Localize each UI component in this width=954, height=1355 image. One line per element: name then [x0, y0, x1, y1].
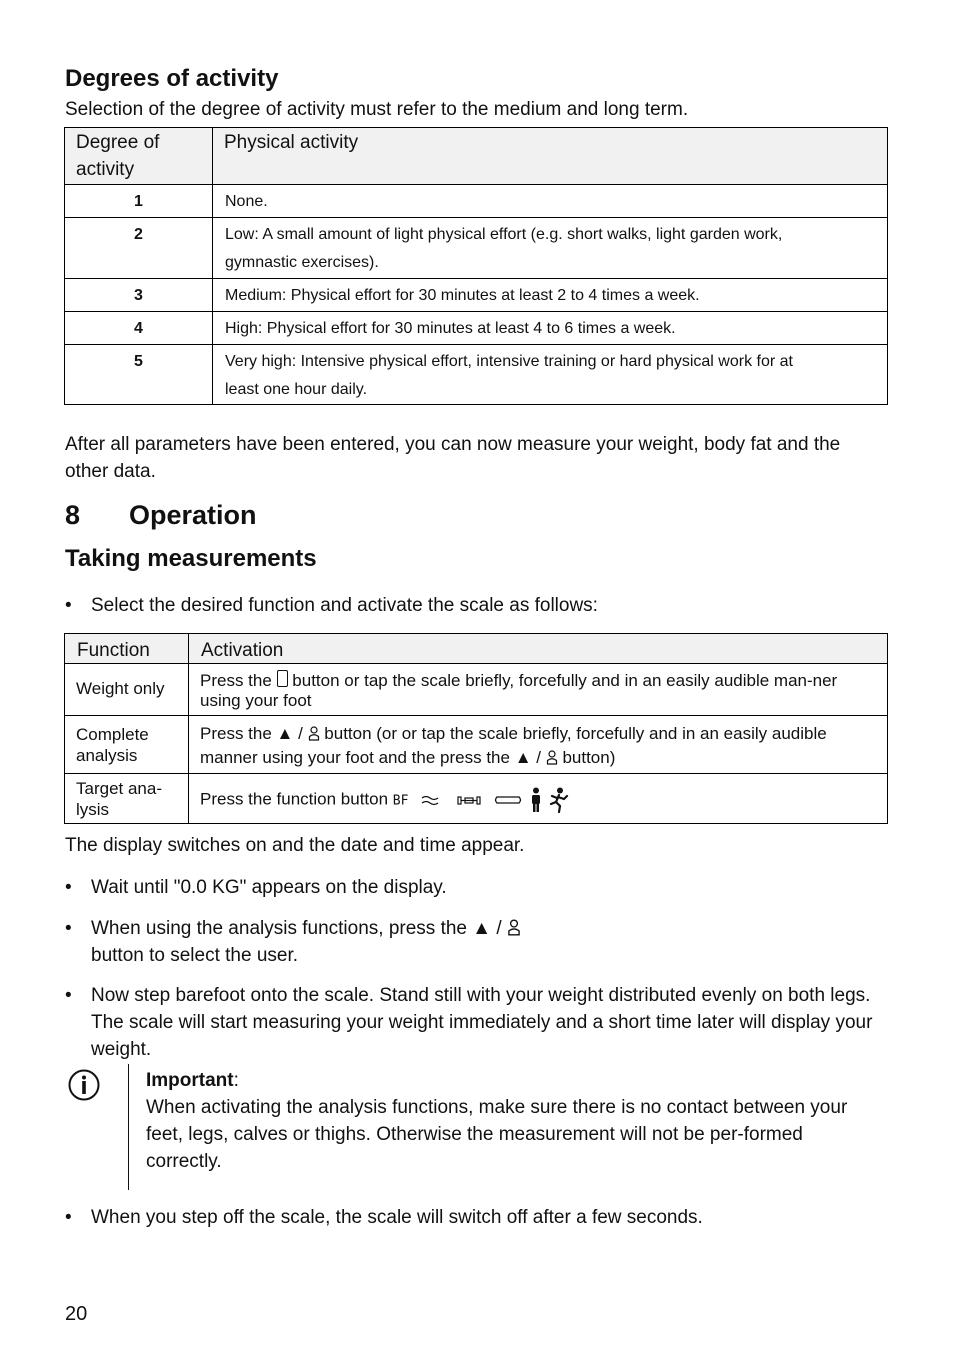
important-note: [146, 1067, 876, 1175]
list-item: [65, 592, 885, 619]
display-switch-text: The display switches on and the date and time appear.: [65, 835, 525, 856]
note-label: Important: [146, 1070, 234, 1091]
table-row: [65, 312, 888, 345]
activation-text-tail: button): [562, 748, 616, 767]
section-title-activity: Degrees of activity: [65, 65, 279, 92]
table-row: [65, 218, 888, 279]
bullet-text: Select the desired function and activate the scale as follows:: [91, 595, 598, 616]
activation-table: [64, 633, 888, 824]
activation-cell: [189, 716, 888, 774]
person-icon: [529, 787, 543, 813]
activity-cell: Very high: Intensive physical effort, intensive training or hard physical work for at least one hour daily.: [213, 345, 888, 405]
chapter-number: 8: [65, 500, 81, 530]
table-row: [65, 185, 888, 218]
degree-cell: 3: [65, 279, 213, 312]
section-title-measurements: Taking measurements: [65, 545, 317, 572]
bone-icon: [493, 793, 525, 807]
user-icon: [546, 750, 558, 765]
note-text: When activating the analysis functions, make sure there is no contact between your feet, legs, calves or thighs. Otherwise the measurement will not be per-formed correctly.: [146, 1097, 848, 1172]
activation-text-pre: Press the ▲ /: [200, 724, 303, 743]
user-icon: [507, 919, 521, 936]
header-physical-activity: Physical activity: [213, 128, 888, 185]
bullet-text: When you step off the scale, the scale will switch off after a few seconds.: [91, 1207, 703, 1228]
activation-text-post: button (or or tap the scale briefly, forcefully and in an easily audible manner using your foot and the press the ▲ /: [200, 724, 827, 767]
degree-cell: 4: [65, 312, 213, 345]
list-item: [65, 874, 885, 901]
activation-text-pre: Press the: [200, 671, 272, 690]
after-parameters-text: After all parameters have been entered, you can now measure your weight, body fat and the other data.: [65, 434, 841, 482]
header-activation: Activation: [189, 634, 888, 664]
running-icon: [548, 787, 570, 813]
list-item: [65, 1204, 885, 1231]
table-row: [65, 664, 888, 716]
note-divider: [128, 1064, 129, 1190]
water-icon: [419, 793, 449, 807]
header-function: Function: [65, 634, 189, 664]
scale-icon: [277, 670, 288, 687]
note-colon: :: [233, 1070, 239, 1091]
activity-cell: None.: [213, 185, 888, 218]
function-cell: Weight only: [65, 664, 189, 716]
info-icon: [67, 1068, 101, 1102]
activation-cell: [189, 774, 888, 824]
activation-cell: [189, 664, 888, 716]
user-icon: [308, 726, 320, 741]
table-row: [65, 774, 888, 824]
table-header-row: [65, 128, 888, 185]
activity-cell: High: Physical effort for 30 minutes at least 4 to 6 times a week.: [213, 312, 888, 345]
list-item: [65, 915, 885, 969]
degree-cell: 2: [65, 218, 213, 279]
activity-table: [64, 127, 888, 405]
page-number: 20: [65, 1303, 88, 1325]
bullet: •: [65, 918, 72, 939]
activation-text-post: button or tap the scale briefly, forcefully and in an easily audible man-ner using your foot: [200, 671, 838, 710]
activity-cell: Medium: Physical effort for 30 minutes at least 2 to 4 times a week.: [213, 279, 888, 312]
bullet-text: Now step barefoot onto the scale. Stand still with your weight distributed evenly on both legs. The scale will start measuring your weight immediately and a short time later will display your weight.: [91, 985, 873, 1060]
list-item: [65, 982, 890, 1063]
bullet: •: [65, 985, 72, 1006]
bullet-text: Wait until "0.0 KG" appears on the display.: [91, 877, 447, 898]
bullet-text: button to select the user.: [91, 945, 299, 966]
bullet-text: When using the analysis functions, press the ▲ /: [91, 918, 502, 939]
bf-label: BF: [392, 793, 409, 809]
table-row: [65, 716, 888, 774]
activity-intro: Selection of the degree of activity must refer to the medium and long term.: [65, 99, 689, 120]
table-row: [65, 345, 888, 405]
activity-cell: Low: A small amount of light physical effort (e.g. short walks, light garden work, gymnastic exercises).: [213, 218, 888, 279]
header-degree: Degree of activity: [65, 128, 213, 185]
table-row: [65, 279, 888, 312]
bullet: •: [65, 595, 72, 616]
function-cell: Target ana-lysis: [65, 774, 189, 824]
muscle-icon: [454, 793, 488, 807]
table-header-row: [65, 634, 888, 664]
bullet-text-block: [91, 915, 521, 969]
degree-cell: 5: [65, 345, 213, 405]
bullet: •: [65, 1207, 72, 1228]
degree-cell: 1: [65, 185, 213, 218]
chapter-title: Operation: [129, 500, 257, 530]
bullet: •: [65, 877, 72, 898]
function-cell: Complete analysis: [65, 716, 189, 774]
activation-text-pre: Press the function button: [200, 789, 389, 809]
